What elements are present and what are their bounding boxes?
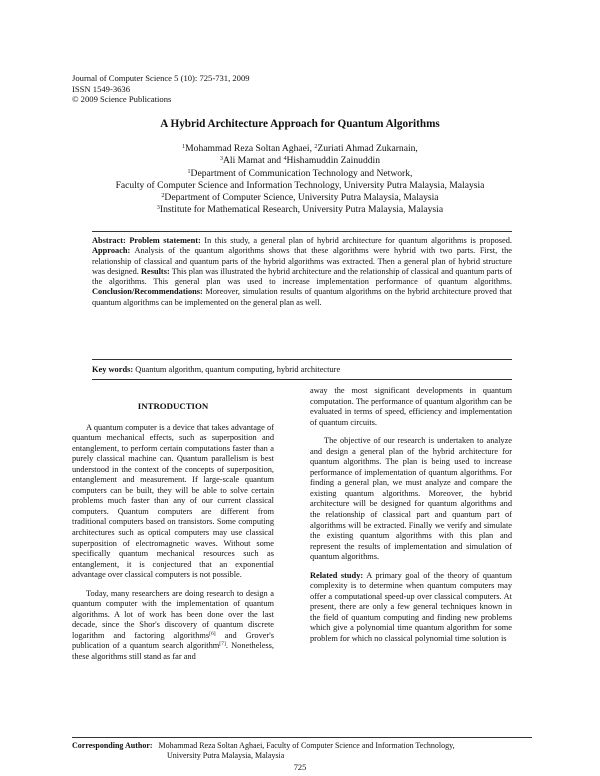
abstract-conclusion-text: Moreover, simulation results of quantum algorithms on the hybrid architecture proved that quantum algorithms can be implemented on the general plan as well.	[92, 287, 512, 307]
related-study-label: Related study:	[310, 570, 364, 580]
abstract-bottom-rule	[92, 359, 512, 360]
keywords-rule	[92, 379, 512, 380]
abstract-top-rule	[92, 231, 512, 232]
abstract-results-label: Results:	[141, 266, 170, 276]
author-name: Hishamuddin Zainuddin	[286, 155, 380, 167]
affiliation-2	[0, 192, 600, 204]
affiliation-sup: 2	[161, 193, 165, 200]
author-name: Ali Mamat and	[222, 155, 284, 167]
author-line-2	[0, 155, 600, 167]
affiliation-1	[0, 168, 600, 180]
corresponding-line-2: University Putra Malaysia, Malaysia	[167, 750, 285, 760]
affiliation-3	[0, 204, 600, 216]
intro-p2-text: . Nonetheless, these algorithms still stand as far and	[72, 641, 274, 662]
right-paragraph-1: away the most significant developments in quantum computation. The performance of quantum algorithm can be evaluated in terms of speed, efficiency and implementation of quantum circuits.	[310, 386, 512, 427]
paragraph-gap	[310, 428, 512, 436]
intro-paragraph-1: A quantum computer is a device that takes advantage of quantum mechanical effects, such as superposition and entanglement, to perform certain computations faster than a purely classical machine can. Quantum parallelism is best understood in the context of the concepts of superposition, entanglement and measurement. If large-scale quantum computers can be built, they will be able to solve certain problems much faster than any of our current classical computers. Quantum computers are different from traditional computers based on transistors. Some computing architectures such as optical computers may use classical superposition of electromagnetic waves. Without some specifically quantum mechanical resources such as entanglement, it is conjectured that an exponential advantage over classical computers is not possible.	[72, 422, 274, 580]
author-sup: 3	[219, 156, 223, 163]
author-name: Mohammad Reza Soltan Aghaei,	[185, 143, 315, 154]
author-block	[0, 143, 600, 217]
right-paragraph-2: The objective of our research is undertaken to analyze and design a general plan of the hybrid architecture for quantum algorithms. The plan is being used to increase performance of implementation of quantum algorithms. For finding a general plan, we must analyze and compare the existing quantum algorithms. Moreover, the hybrid architecture will be designed for quantum algorithms and the relationship of classical part and quantum part of algorithms will be extracted. Finally we verify and simulate the existing quantum algorithms with this plan and represent the results of implementation and simulation of quantum algorithms.	[310, 436, 512, 562]
corresponding-line-1	[72, 741, 455, 751]
affiliation-text: Institute for Mathematical Research, University Putra Malaysia, Malaysia	[159, 204, 444, 216]
abstract-results-text: This plan was illustrated the hybrid architecture and the relationship of classical and quantum parts of the algorithms. This general plan was used to increase implementation performance of quantum algorithms.	[92, 266, 512, 287]
intro-paragraph-2	[72, 589, 274, 663]
journal-issn: ISSN 1549-3636	[72, 83, 131, 94]
keywords-text: Quantum algorithm, quantum computing, hybrid architecture	[133, 365, 341, 374]
page-number: 725	[293, 763, 307, 772]
intro-p2-text: Today, many researchers are doing research to design a quantum computer with the implementation of quantum algorithms. A lot of work has been done over the last decade, since the Shor's discovery of quantum discrete logarithm and factoring algorithms	[72, 588, 274, 640]
intro-p2-text: and Grover's publication of a quantum search algorithm	[72, 630, 274, 651]
journal-citation: Journal of Computer Science 5 (10): 725-731, 2009	[72, 73, 250, 83]
corresponding-text: Mohammad Reza Soltan Aghaei, Faculty of Computer Science and Information Technology,	[158, 741, 455, 750]
abstract-approach-text: Analysis of the quantum algorithms shows that these algorithms were hybrid with two parts. First, the relationship of classical and quantum parts of the hybrid algorithms was extracted. Then a general plan of hybrid structure was designed.	[92, 246, 512, 276]
author-sup: 2	[314, 144, 318, 150]
left-column-body	[72, 399, 274, 663]
affiliation-1b: Faculty of Computer Science and Information Technology, University Putra Malaysia, Malaysia	[115, 179, 485, 191]
journal-copyright: © 2009 Science Publications	[72, 94, 172, 104]
author-sup: 4	[283, 156, 287, 163]
abstract-problem-text: In this study, a general plan of hybrid architecture for quantum algorithms is proposed.	[200, 236, 512, 245]
related-study-paragraph	[310, 571, 512, 645]
paper-title: A Hybrid Architecture Approach for Quantum Algorithms	[160, 118, 440, 130]
paragraph-gap	[72, 581, 274, 589]
affiliation-text: Department of Computer Science, University Putra Malaysia, Malaysia	[164, 192, 439, 204]
affiliation-text: Department of Communication Technology and Network,	[190, 167, 413, 179]
corresponding-author	[72, 741, 455, 761]
author-line-1	[0, 143, 600, 155]
section-heading-introduction: INTRODUCTION	[137, 401, 209, 411]
citation-ref: [7]	[219, 641, 226, 648]
abstract	[92, 236, 512, 308]
journal-info	[72, 73, 250, 105]
author-sup: 1	[182, 144, 186, 150]
corresponding-label: Corresponding Author:	[72, 741, 153, 750]
affiliation-sup: 3	[156, 205, 160, 212]
abstract-problem-label: Abstract: Problem statement:	[92, 236, 201, 245]
paragraph-gap	[310, 563, 512, 571]
citation-ref: [6]	[209, 630, 216, 637]
abstract-approach-label: Approach:	[92, 246, 131, 256]
keywords	[92, 365, 512, 374]
related-study-text: A primary goal of the theory of quantum complexity is to determine when quantum computers may offer a computational speed-up over classical computers. At present, there are only a few general techniques known in the field of quantum computing and finding new problems which give a polynomial time quantum algorithm for some problem for which no classical polynomial time solution is	[310, 570, 513, 644]
abstract-conclusion-label: Conclusion/Recommendations:	[92, 287, 203, 297]
affiliation-sup: 1	[187, 168, 191, 175]
author-name: Zuriati Ahmad Zukarnain,	[317, 143, 418, 154]
keywords-label: Key words:	[92, 365, 134, 374]
right-column	[310, 386, 512, 645]
footer-rule	[72, 737, 532, 738]
